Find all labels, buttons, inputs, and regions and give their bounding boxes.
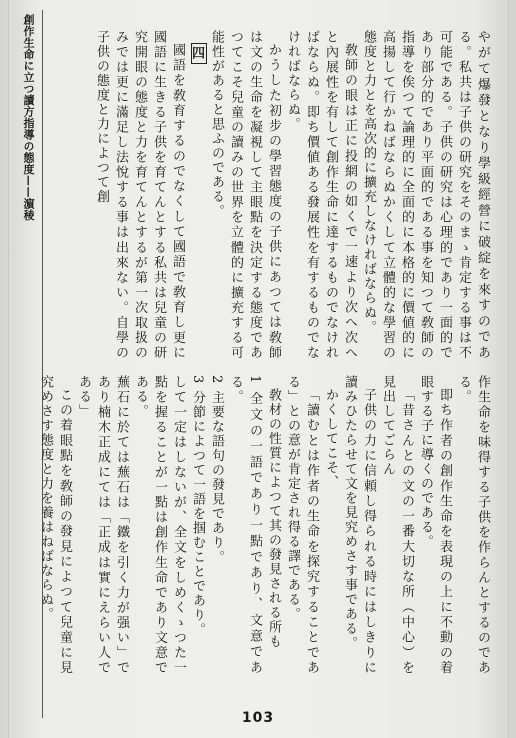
upper-text-column — [48, 30, 492, 360]
paragraph: かうした初步の學習態度の子供にあつては敎師は文の生命を凝視して主眼點を決定する態度であつてこそ兒童の讀みの世界を立體的に擴充する可能性があると思ふのである。 — [209, 30, 281, 360]
paragraph: 即ち作者の創作生命を表現の上に不動の着眼する子に導くのである。 — [418, 375, 452, 675]
paragraph: して一定はしないが、全文をしめくゝつた一點を握ることが一點は創作生命であり文意である。 — [133, 375, 186, 675]
numbered-item: 3 分節によつて一語を掴むことであり。 — [190, 375, 205, 637]
scan-shadow-right — [508, 0, 509, 738]
page-number: 103 — [241, 710, 275, 726]
quote-line: 「昔さんとの文の一番大切な所（中心）を見出してごらん — [380, 375, 414, 675]
lower-text-column — [38, 375, 492, 675]
paragraph: 國語を敎育するのでなくして國語で敎育し更に國語に生きる子供を育てんとする私共は兒童の研究開眼の態度と力を育てんとするが第一次取扱のみでは更に滿足し法悅する事は出來ない。自學の子供の態度と力によつて創 — [94, 30, 185, 360]
paragraph: 敎師の眼は正に投網の如くで一速より次へ次へと內展性を有して創作生命に達するものでなければならぬ。即ち價値ある發展性を有するものでなければならぬ。 — [285, 30, 357, 360]
section-number: 四 — [191, 43, 207, 64]
paragraph: 子供の力に信頼し得られる時にはしきりに讀みひたらせて文を見究めさす事である。 — [342, 375, 376, 675]
quote-line: 「讀むとは作者の生命を探究することである」との意が肯定され得る譯である。 — [285, 375, 319, 675]
paragraph: かくしてこそ、 — [323, 388, 338, 490]
numbered-item: 1 全文の一語であり一點であり、文意である。 — [228, 375, 262, 675]
paragraph: この着眼點を敎師の發見によつて兒童に見究めさす態度と力を養はねばならぬ。 — [38, 375, 72, 675]
paragraph: 敎材の性質によつて其の發見される所も — [266, 388, 281, 649]
paragraph: 蕪石に於ては蕪石は「鐵を引く力が强い」であり楠木正成にては「正成は實にえらい人である」 — [76, 375, 129, 675]
running-header: 創作生命に立つ讀方指導の態度——濵稜 — [22, 14, 35, 221]
scan-shadow-left — [8, 0, 9, 738]
paragraph: 作生命を味得する子供を作らんとするのである。 — [456, 375, 490, 675]
numbered-item: 2 主要な語句の發見であり。 — [209, 375, 224, 565]
paragraph: やがて爆發となり學級經營に破綻を來すのである。私共は子供の研究をそのまゝ肯定する事は不可能である。子供の研究は心理的であり一面的であり部分的であり平面的である事を知つて敎師の指導を俟つて論理的に全面的に本格的に價値的に高揚して行かねばならぬかくして立體的な學習の態度と力とを高次的に擴充しなければならぬ。 — [361, 30, 490, 360]
